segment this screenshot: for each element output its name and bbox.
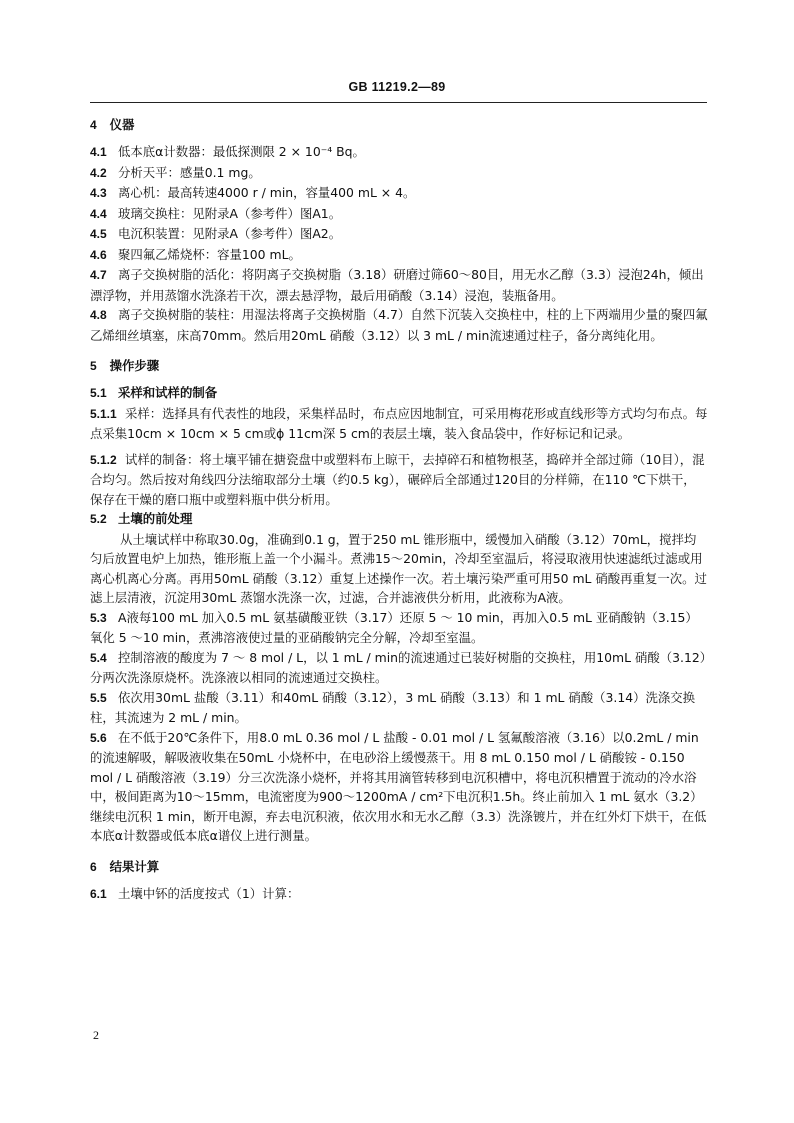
clause-4-3: 4.3 离心机：最高转速4000 r / min，容量400 mL × 4。 [90,185,416,200]
standard-code-header: GB 11219.2—89 [348,80,446,94]
section-number: 5 [90,359,97,373]
clause-4-2: 4.2 分析天平：感量0.1 mg。 [90,164,261,180]
clause-5-5: 5.5 依次用30mL 盐酸（3.11）和40mL 硝酸（3.12），3 mL 硝酸（3.13）和 1 mL 硝酸（3.14）洗涤交换柱，其流速为 2 mL / min。 [90,689,696,725]
clause-6-1: 6.1 土壤中钚的活度按式（1）计算： [90,885,300,901]
clause-4-6: 4.6 聚四氟乙烯烧杯：容量100 mL。 [90,246,301,262]
clause-4-5: 4.5 电沉积装置：见附录A（参考件）图A2。 [90,226,342,241]
section-title: 结果计算 [109,858,160,874]
clause-4-4: 4.4 玻璃交换柱：见附录A（参考件）图A1。 [90,205,342,221]
section-4-heading [90,114,708,136]
clause-5-1-1: 5.1.1 采样：选择具有代表性的地段，采集样品时，布点应因地制宜，可采用梅花形或直线形等方式均匀布点。每点采集10cm × 10cm × 5 cm或ϕ 11cm深 5 cm的表层土壤，装入食品袋中，作好标记和记录。 [90,405,708,441]
document-body [90,114,708,904]
pretreatment-paragraph: 从土壤试样中称取30.0g，准确到0.1 g，置于250 mL 锥形瓶中，缓慢加入硝酸（3.12）70mL，搅拌均匀后放置电炉上加热，锥形瓶上盖一个小漏斗。煮沸15～20min，冷却至室温后，将浸取液用快速滤纸过滤或用离心机离心分离。再用50mL 硝酸（3.12）重复上述操作一次。若土壤污染严重可用50 mL 硝酸再重复一次。过滤上层清液，沉淀用30mL 蒸馏水洗涤一次，过滤，合并滤液供分析用，此液称为A液。 [90,531,707,605]
section-5-heading [90,355,708,377]
clause-5-6: 5.6 在不低于20℃条件下，用8.0 mL 0.36 mol / L 盐酸 - 0.01 mol / L 氢氟酸溶液（3.16）以0.2mL / min的流速解吸，解吸液收集在50mL 小烧杯中，在电砂浴上缓慢蒸干。用 8 mL 0.150 mol / L 硝酸铵 - 0.150 mol / L 硝酸溶液（3.19）分三次洗涤小烧杯，并将其用滴管转移到电沉积槽中，将电沉积槽置于流动的冷水浴中，极间距离为10～15mm，电流密度为900～1200mA / cm²下电沉积1.5h。终止前加入 1 mL 氨水（3.2）继续电沉积 1 min，断开电源，弃去电沉积液，依次用水和无水乙醇（3.3）洗涤镀片，并在红外灯下烘干，在低本底α计数器或低本底α谱仪上进行测量。 [90,729,707,843]
clause-5-3: 5.3 A液每100 mL 加入0.5 mL 氨基磺酸亚铁（3.17）还原 5 ～ 10 min，再加入0.5 mL 亚硝酸钠（3.15）氧化 5 ～10 min，煮沸溶液使过量的亚硝酸钠完全分解，冷却至室温。 [90,609,698,645]
section-number: 6 [90,859,97,874]
clause-4-1: 4.1 低本底α计数器：最低探测限 2 × 10⁻⁴ Bq。 [90,144,365,159]
clause-5-4: 5.4 控制溶液的酸度为 7 ～ 8 mol / L，以 1 mL / min的流速通过已装好树脂的交换柱，用10mL 硝酸（3.12）分两次洗涤原烧杯。洗涤液以相同的流速通过交换柱。 [90,649,706,685]
page-number: 2 [93,1028,99,1042]
section-number: 4 [90,118,97,132]
header-divider [90,102,707,103]
section-title: 操作步骤 [109,358,160,373]
subsection-5-1-heading: 5.1 采样和试样的制备 [90,385,218,400]
subsection-5-2-heading: 5.2 土壤的前处理 [90,511,193,526]
section-title: 仪器 [109,117,135,132]
clause-4-8: 4.8 离子交换树脂的装柱：用湿法将离子交换树脂（4.7）自然下沉装入交换柱中，柱的上下两端用少量的聚四氟乙烯细丝填塞，床高70mm。然后用20mL 硝酸（3.12）以 3 mL / min流速通过柱子，备分离纯化用。 [90,307,708,343]
section-6-heading [90,856,708,878]
clause-5-1-2: 5.1.2 试样的制备：将土壤平铺在搪瓷盘中或塑料布上晾干，去掉碎石和植物根茎，捣碎并全部过筛（10目），混合均匀。然后按对角线四分法缩取部分土壤（约0.5 kg），碾碎后全部通过120目的分样筛，在110 ℃下烘干，保存在干燥的磨口瓶中或塑料瓶中供分析用。 [90,451,705,507]
clause-4-7: 4.7 离子交换树脂的活化：将阴离子交换树脂（3.18）研磨过筛60～80目，用无水乙醇（3.3）浸泡24h，倾出漂浮物，并用蒸馏水洗涤若干次，漂去悬浮物，最后用硝酸（3.14）浸泡，装瓶备用。 [90,267,704,303]
